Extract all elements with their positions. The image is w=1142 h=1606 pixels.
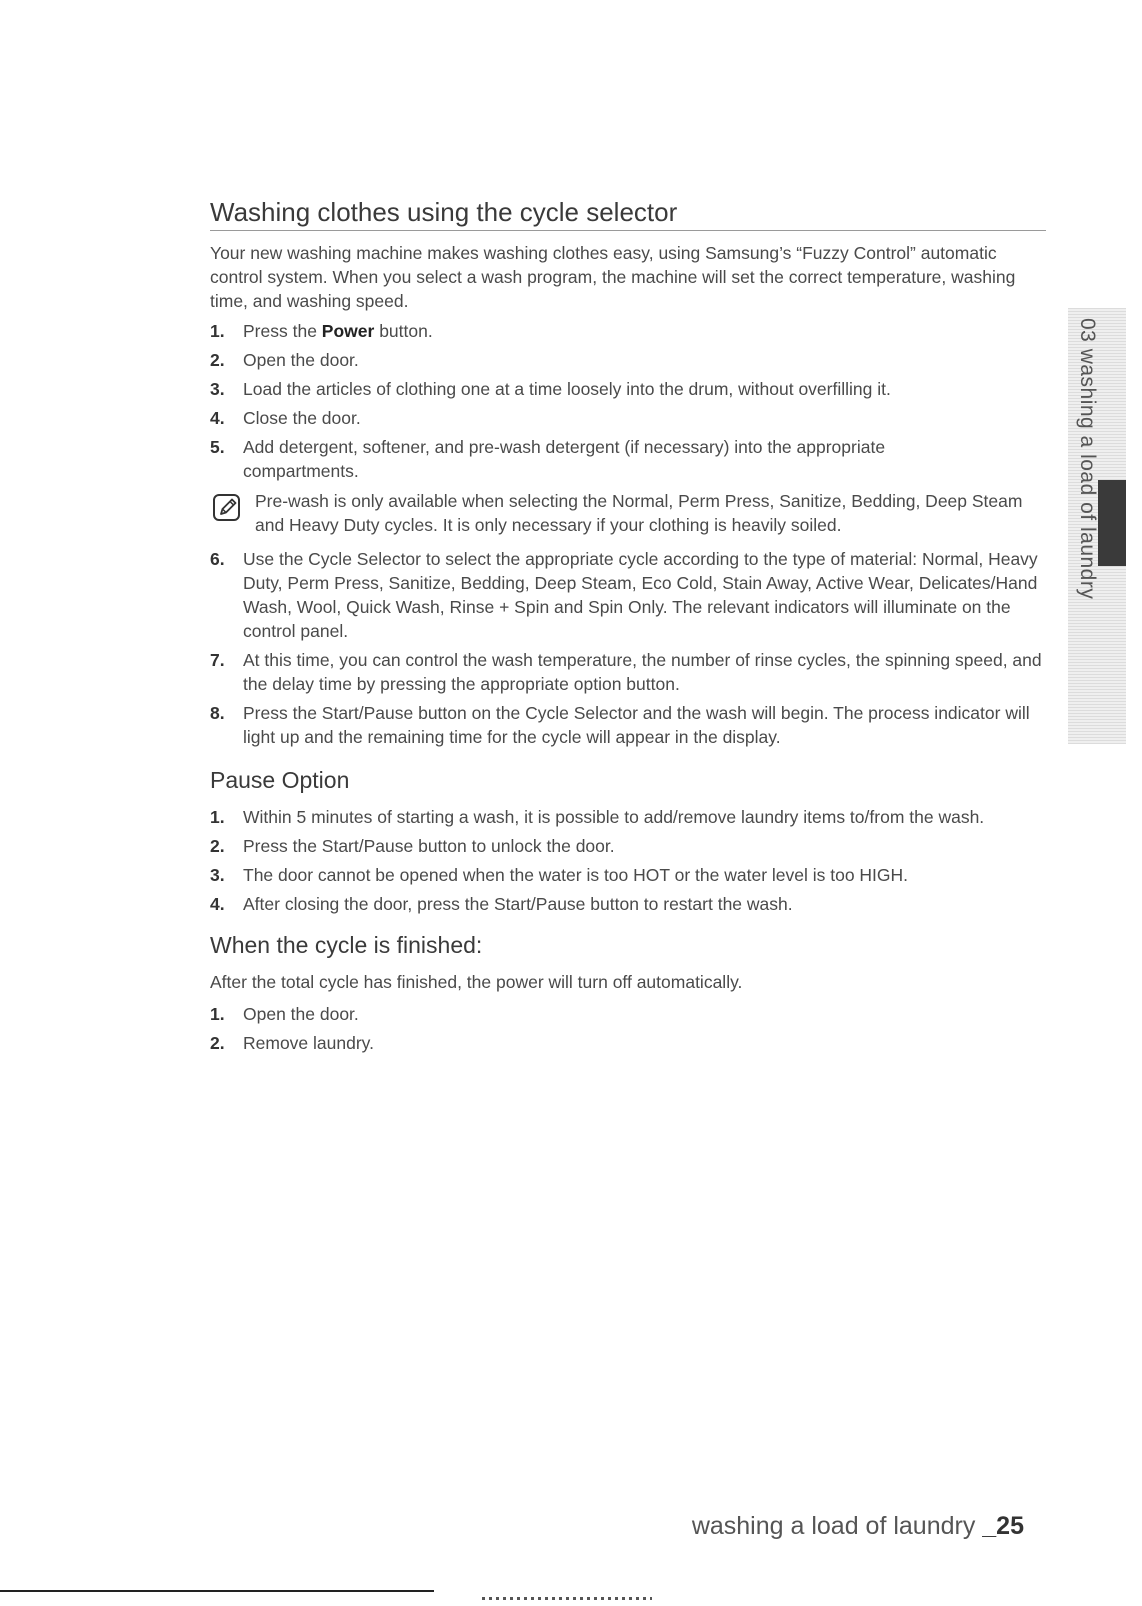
list-item xyxy=(210,348,1046,372)
list-item xyxy=(210,377,1046,401)
footer-chapter-name: washing a load of laundry xyxy=(691,1512,983,1540)
steps-list-b xyxy=(210,547,1046,749)
step-text: The door cannot be opened when the water is too HOT or the water level is too HIGH. xyxy=(243,865,909,885)
finished-intro: After the total cycle has finished, the power will turn off automatically. xyxy=(210,972,743,992)
cycle-finished-heading: When the cycle is finished: xyxy=(210,932,483,958)
list-item xyxy=(210,1002,1046,1026)
step-text: Remove laundry. xyxy=(243,1033,374,1053)
step-text: Open the door. xyxy=(243,1004,359,1024)
page-number: _25 xyxy=(982,1512,1024,1540)
step-number: 1. xyxy=(210,321,225,341)
list-item xyxy=(210,435,1046,483)
step-number: 4. xyxy=(210,894,225,914)
bottom-rule xyxy=(0,1590,434,1592)
content-area xyxy=(210,196,1046,1060)
step-number: 1. xyxy=(210,807,225,827)
step-number: 1. xyxy=(210,1004,225,1024)
step-number: 7. xyxy=(210,650,225,670)
chapter-tab-marker xyxy=(1098,480,1126,566)
list-item xyxy=(210,1031,1046,1055)
intro-paragraph: Your new washing machine makes washing clothes easy, using Samsung’s “Fuzzy Control” automatic control system. When you select a wash program, the machine will set the correct temperature, washing time, and washing speed. xyxy=(210,243,1016,311)
pause-steps-list xyxy=(210,805,1046,916)
note-block xyxy=(210,489,1046,537)
list-item xyxy=(210,319,1046,343)
list-item xyxy=(210,547,1046,643)
step-number: 6. xyxy=(210,549,225,569)
list-item xyxy=(210,701,1046,749)
step-text: Add detergent, softener, and pre-wash detergent (if necessary) into the appropriate compartments. xyxy=(243,437,886,481)
step-text: button. xyxy=(374,321,433,341)
page-footer xyxy=(692,1512,1024,1541)
power-button-label: Power xyxy=(321,321,375,341)
step-number: 3. xyxy=(210,379,225,399)
finished-steps-list xyxy=(210,1002,1046,1055)
step-number: 5. xyxy=(210,437,225,457)
steps-list-a xyxy=(210,319,1046,483)
step-text: After closing the door, press the Start/Pause button to restart the wash. xyxy=(243,894,793,914)
section-title: Washing clothes using the cycle selector xyxy=(210,196,1046,231)
step-text: Use the Cycle Selector to select the appropriate cycle according to the type of material: Normal, Heavy Duty, Perm Press, Sanitize, Bedding, Deep Steam, Eco Cold, Stain Away, Active Wear, Delicates/Hand Wash, Wool, Quick Wash, Rinse + Spin and Spin Only. The relevant indicators will illuminate on the control panel. xyxy=(243,549,1038,641)
step-text: Open the door. xyxy=(243,350,359,370)
print-marks xyxy=(482,1597,652,1600)
step-text: Load the articles of clothing one at a time loosely into the drum, without overfilling it. xyxy=(243,379,891,399)
note-text: Pre-wash is only available when selecting the Normal, Perm Press, Sanitize, Bedding, Deep Steam and Heavy Duty cycles. It is only necessary if your clothing is heavily soiled. xyxy=(255,491,1023,535)
list-item xyxy=(210,834,1046,858)
step-text: Press the xyxy=(243,321,322,341)
step-text: At this time, you can control the wash temperature, the number of rinse cycles, the spinning speed, and the delay time by pressing the appropriate option button. xyxy=(243,650,1042,694)
step-number: 2. xyxy=(210,350,225,370)
pause-option-heading: Pause Option xyxy=(210,767,350,793)
step-number: 4. xyxy=(210,408,225,428)
step-text: Close the door. xyxy=(243,408,361,428)
step-text: Press the Start/Pause button on the Cycle Selector and the wash will begin. The process indicator will light up and the remaining time for the cycle will appear in the display. xyxy=(243,703,1030,747)
step-number: 2. xyxy=(210,1033,225,1053)
note-pencil-icon xyxy=(212,493,242,523)
step-number: 8. xyxy=(210,703,225,723)
step-number: 3. xyxy=(210,865,225,885)
step-text: Within 5 minutes of starting a wash, it is possible to add/remove laundry items to/from the wash. xyxy=(243,807,985,827)
chapter-tab-label: 03 washing a load of laundry xyxy=(1076,318,1099,600)
step-number: 2. xyxy=(210,836,225,856)
list-item xyxy=(210,863,1046,887)
list-item xyxy=(210,648,1046,696)
list-item xyxy=(210,805,1046,829)
list-item xyxy=(210,892,1046,916)
step-text: Press the Start/Pause button to unlock the door. xyxy=(243,836,615,856)
list-item xyxy=(210,406,1046,430)
